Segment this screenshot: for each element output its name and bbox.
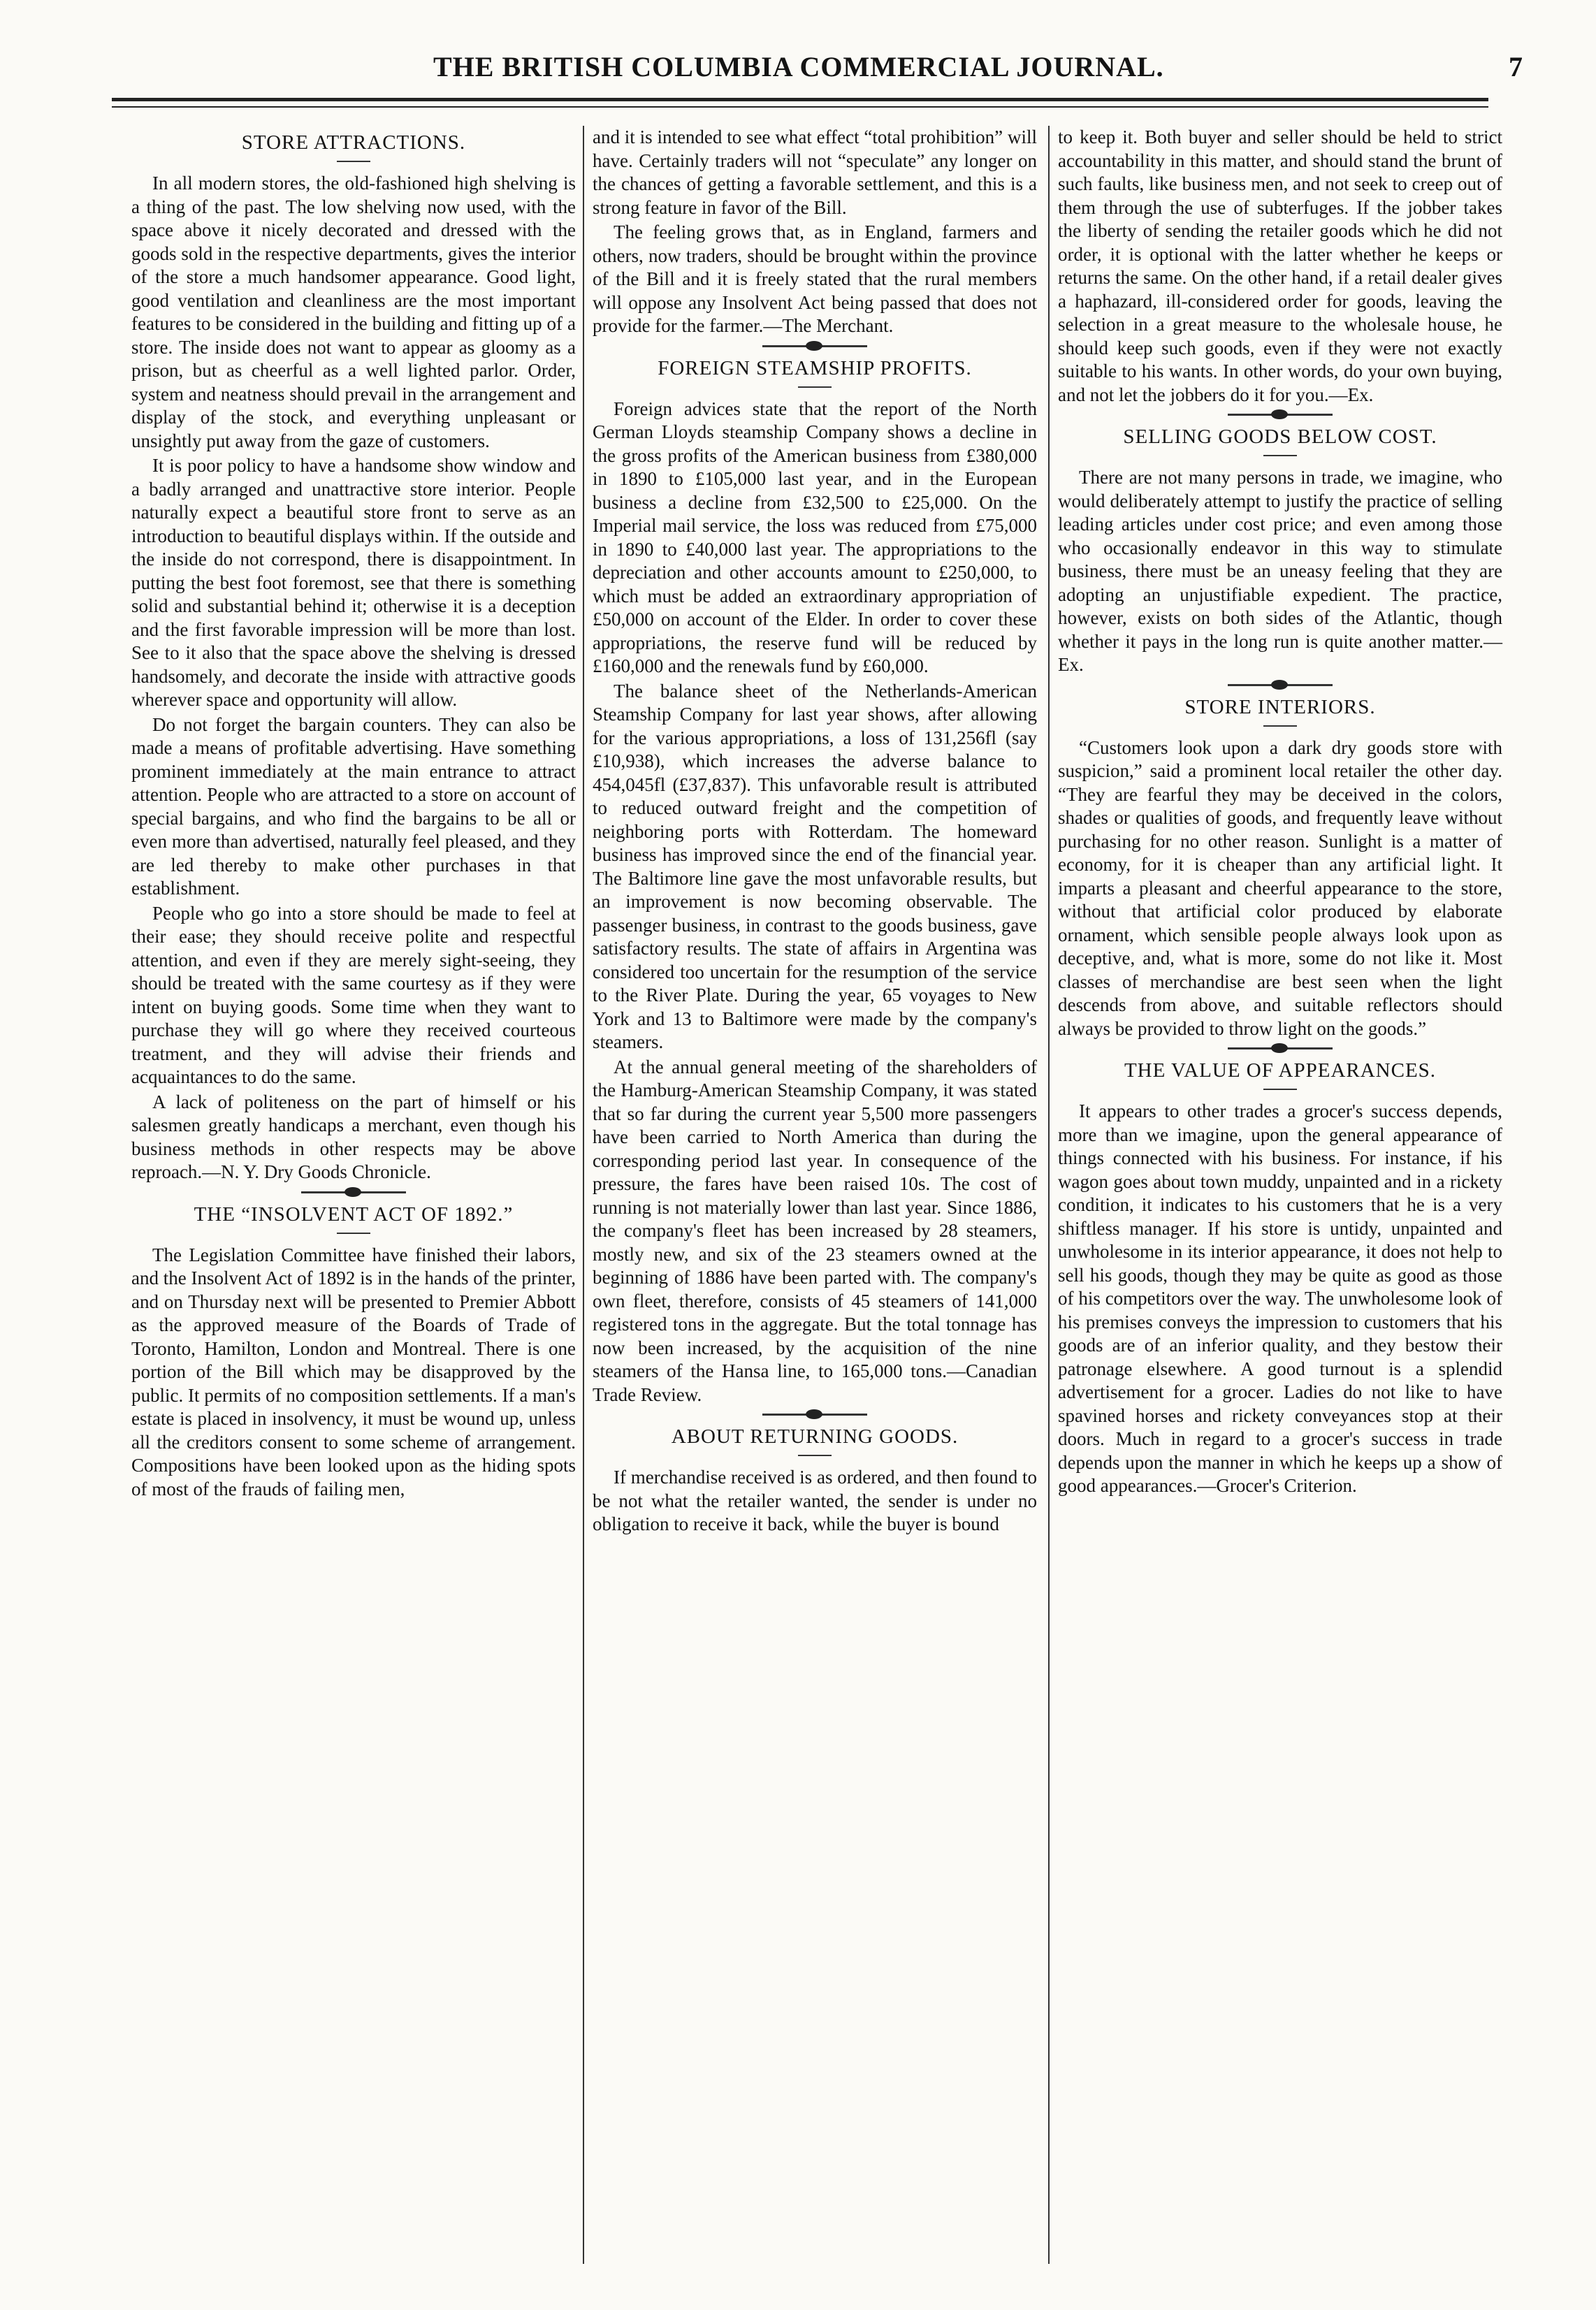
column-divider [1048, 126, 1050, 2264]
heading-dash [1263, 1089, 1297, 1090]
column-divider [583, 126, 584, 2264]
article-paragraph: There are not many persons in trade, we imagine, who would deliberately attempt to justify the practice of selling leading articles under cost price; and even among those who occasionally endeavor in this way to stimulate business, there must be an uneasy feeling that they are adopting an unjustifiable expedient. The practice, however, exists on both sides of the Atlantic, though whether it pays in the long run is quite another matter.—Ex. [1058, 467, 1502, 675]
article-heading: ABOUT RETURNING GOODS. [671, 1425, 959, 1448]
column-3 [1058, 126, 1502, 1498]
article-paragraph: If merchandise received is as ordered, and then found to be not what the retailer wanted, the sender is under no obligation to receive it back, while the buyer is bound [593, 1467, 1037, 1534]
article-paragraph: and it is intended to see what effect “total prohibition” will have. Certainly traders will not “speculate” any longer on the chances of getting a favorable settlement, and this is a strong feature in favor of the Bill. [593, 126, 1037, 218]
article-separator [1228, 684, 1333, 686]
article-paragraph: It is poor policy to have a handsome show window and a badly arranged and unattractive store interior. People naturally expect a beautiful store front to serve as an introduction to beautiful displays within. If the outside and the inside do not correspond, there is disappointment. In putting the best foot foremost, see that there is something solid and substantial behind it; otherwise it is a deception and the first favorable impression will be more than lost. See to it also that the space above the shelving is dressed handsomely, and decorate the inside with attractive goods wherever space and opportunity will allow. [131, 455, 576, 710]
article-paragraph: People who go into a store should be made to feel at their ease; they should receive polite and respectful attention, and even if they are merely sight-seeing, they should be treated with the same courtesy as if they were intent on buying goods. Some time when they want to purchase they will go where they received courteous treatment, and they will advise their friends and acquaintances to do the same. [131, 902, 576, 1087]
heading-dash [337, 161, 370, 162]
article-heading: SELLING GOODS BELOW COST. [1123, 426, 1437, 448]
article-paragraph: The Legislation Committee have finished their labors, and the Insolvent Act of 1892 is in the hands of the printer, and on Thursday next will be presented to Premier Abbott as the approved measure of the Boards of Trade of Toronto, Hamilton, London and Montreal. There is one portion of the Bill which may be disapproved by the public. It permits of no composition settlements. If a man's estate is placed in insolvency, it must be wound up, unless all the creditors consent to some scheme of arrangement. Compositions have been looked upon as the hiding spots of most of the frauds of failing men, [131, 1244, 576, 1499]
article-heading: THE “INSOLVENT ACT OF 1892.” [194, 1203, 514, 1226]
article-paragraph: The balance sheet of the Netherlands-American Steamship Company for last year shows, after allowing for the various appropriations, a loss of 131,256fl (say £10,938), which increases the adverse balance to 454,045fl (£37,837). This unfavorable result is attributed to reduced outward freight and the competition of neighboring ports with Rotterdam. The homeward business has improved since the end of the financial year. The Baltimore line gave the most unfavorable results, but an improvement is now becoming observable. The passenger business, in contrast to the goods business, gave satisfactory results. The state of affairs in Argentina was considered too uncertain for the resumption of the service to the River Plate. During the year, 65 voyages to New York and 13 to Baltimore were made by the company's steamers. [593, 680, 1037, 1052]
article-heading: STORE ATTRACTIONS. [241, 131, 466, 154]
column-1 [131, 126, 576, 1501]
article-paragraph: Do not forget the bargain counters. They can also be made a means of profitable advertising. Have something prominent immediately at the main entrance to attract attention. People who are attracted to a store on account of special bargains, and who find the bargains to be all or even more than advertised, naturally feel pleased, and they are led thereby to make other purchases in that establishment. [131, 713, 576, 899]
article-heading: FOREIGN STEAMSHIP PROFITS. [658, 356, 972, 379]
article-paragraph: The feeling grows that, as in England, farmers and others, now traders, should be brought within the province of the Bill and it is freely stated that the rural members will oppose any Insolvent Act being passed that does not provide for the farmer.—The Merchant. [593, 221, 1037, 336]
article-heading: STORE INTERIORS. [1184, 695, 1376, 718]
article-paragraph: It appears to other trades a grocer's success depends, more than we imagine, upon the general appearance of things connected with his business. For instance, if his wagon goes about town muddy, unpainted and in a rickety condition, it indicates to his customers that he is a very shiftless manager. If his store is untidy, unpainted and unwholesome in its interior appearance, it does not help to sell his goods, though they may be quite as good as those of his competitors over the way. The unwholesome look of his premises conveys the impression to customers that his goods are of an inferior quality, and they bestow their patronage elsewhere. A good turnout is a splendid advertisement for a grocer. Ladies do not like to have spavined horses and rickety conveyances stop at their doors. Much in regard to a grocer's success in trade depends upon the manner in which he keeps up a show of good appearances.—Grocer's Criterion. [1058, 1100, 1502, 1496]
header-rule-thin [112, 106, 1488, 108]
article-paragraph: to keep it. Both buyer and seller should be held to strict accountability in this matter, and should stand the brunt of such faults, like business men, and not seek to creep out of them through the use of subterfuges. If the jobber takes the liberty of sending the retailer goods which he did not order, it is optional with the latter whether he keeps or returns the same. On the other hand, if a retail dealer gives a haphazard, ill-considered order for goods, leaving the selection in a great measure to the wholesale house, he should keep such goods, even if they were not exactly suitable to his wants. In other words, do your own buying, and not let the jobbers do it for you.—Ex. [1058, 126, 1502, 405]
header-rule-thick [112, 98, 1488, 101]
article-separator [1228, 1047, 1333, 1049]
heading-dash [1263, 455, 1297, 456]
article-paragraph: At the annual general meeting of the shareholders of the Hamburg-American Steamship Company, it was stated that so far during the current year 5,500 more passengers have been carried to North America than during the corresponding period last year. In consequence of the pressure, the fares have been raised 10s. The cost of running is not materially lower than last year. Since 1886, the company's fleet has been increased by 28 steamers, mostly new, and six of the 23 steamers owned at the beginning of 1886 have been parted with. The company's own fleet, therefore, consists of 45 steamers of 141,000 registered tons in the aggregate. But the total tonnage has now been increased, by the acquisition of the nine steamers of the Hansa line, to 165,000 tons.—Canadian Trade Review. [593, 1056, 1037, 1405]
page-number: 7 [1509, 51, 1523, 82]
heading-dash [798, 386, 832, 388]
heading-dash [337, 1233, 370, 1234]
article-heading: THE VALUE OF APPEARANCES. [1124, 1059, 1437, 1082]
article-separator [301, 1191, 406, 1193]
page-header [112, 50, 1523, 95]
article-separator [762, 1414, 867, 1416]
article-paragraph: Foreign advices state that the report of the North German Lloyds steamship Company shows a decline in the gross profits of the American business from £380,000 in 1890 to £105,000 last year, and in the European business a decline from £32,500 to £25,000. On the Imperial mail service, the loss was reduced from £75,000 in 1890 to £40,000 last year. The appropriations to the depreciation and other accounts amount to £250,000, to which must be added an extraordinary appropriation of £50,000 on account of the Elder. In order to cover these appropriations, the reserve fund will be reduced by £160,000 and the renewals fund by £60,000. [593, 398, 1037, 676]
heading-dash [1263, 725, 1297, 727]
article-separator [762, 345, 867, 347]
heading-dash [798, 1455, 832, 1456]
column-2 [593, 126, 1037, 1537]
article-separator [1228, 414, 1333, 416]
article-paragraph: In all modern stores, the old-fashioned high shelving is a thing of the past. The low shelving now used, with the space above it nicely decorated and dressed with the goods sold in the respective departments, gives the interior of the store a much handsomer appearance. Good light, good ventilation and cleanliness are the most important features to be considered in the building and fitting up of a store. The inside does not want to appear as gloomy as a prison, but as cheerful as a well lighted parlor. Order, system and neatness should prevail in the arrangement and display of the stock, and everything unpleasant or unsightly put away from the gaze of customers. [131, 173, 576, 451]
article-paragraph: “Customers look upon a dark dry goods store with suspicion,” said a prominent local retailer the other day. “They are fearful they may be deceived in the colors, shades or qualities of goods, and frequently leave without purchasing for no other reason. Sunlight is a matter of economy, for it is cheaper than any artificial light. It imparts a pleasant and cheerful appearance to the store, without that artificial color produced by elaborate ornament, which sensible people always look upon as deceptive, and, what is more, some do not like it. Most classes of merchandise are best seen when the light descends from above, and suitable reflectors should always be provided to throw light on the goods.” [1058, 736, 1502, 1039]
journal-title: THE BRITISH COLUMBIA COMMERCIAL JOURNAL. [433, 51, 1164, 82]
article-paragraph: A lack of politeness on the part of himself or his salesmen greatly handicaps a merchant, even though his business methods in other respects may be above reproach.—N. Y. Dry Goods Chronicle. [131, 1091, 576, 1182]
